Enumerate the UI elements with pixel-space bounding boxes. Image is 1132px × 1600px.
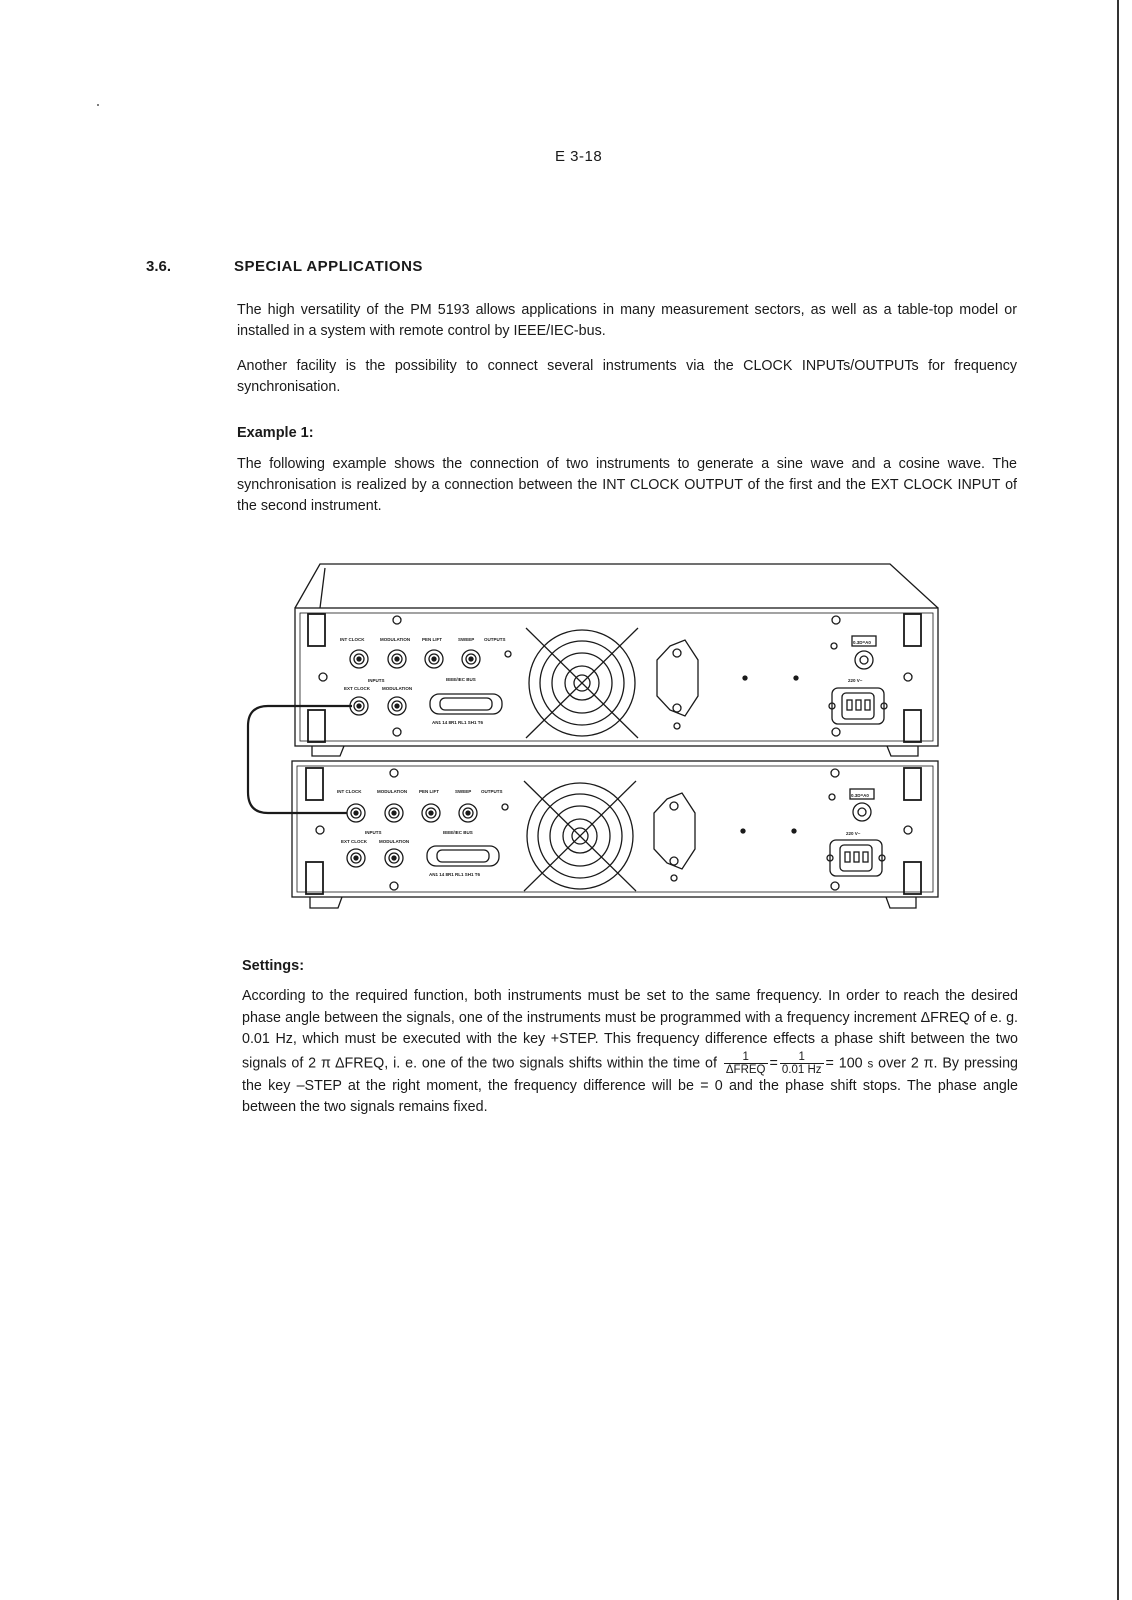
label-outputs-upper: OUTPUTS bbox=[484, 637, 506, 642]
page-number: E 3-18 bbox=[555, 148, 603, 165]
label-fuse-lower: 0.3D=A0 bbox=[851, 793, 869, 798]
label-ext-clock-upper: EXT CLOCK bbox=[344, 686, 371, 691]
label-fuse-upper: 0.3D=A0 bbox=[853, 640, 871, 645]
label-pen-lift-lower: PEN LIFT bbox=[419, 789, 439, 794]
label-ext-clock-lower: EXT CLOCK bbox=[341, 839, 368, 844]
upper-instrument bbox=[295, 564, 938, 756]
sync-paragraph: Another facility is the possibility to connect several instruments via the CLOCK INPUTs/OUTPUTs for frequency synchronisation. bbox=[237, 358, 1017, 395]
lower-instrument bbox=[292, 761, 938, 908]
label-address-upper: AN1 14 8R1 RL1 SH1 T6 bbox=[432, 720, 484, 725]
instrument-connection-figure bbox=[240, 556, 960, 926]
label-outputs-lower: OUTPUTS bbox=[481, 789, 503, 794]
settings-text-part2: over 2 π. By pressing the key –STEP at the right moment, the frequency difference will be = 0 and the phase shift stops. The phase angle between the two signals remains fixed. bbox=[242, 1054, 1018, 1115]
example-heading: Example 1: bbox=[237, 425, 314, 441]
intro-paragraph: The high versatility of the PM 5193 allows applications in many measurement sectors, as well as a table-top model or installed in a system with remote control by IEEE/IEC-bus. bbox=[237, 302, 1017, 339]
label-mains-lower: 220 V~ bbox=[846, 831, 861, 836]
label-inputs-lower: INPUTS bbox=[365, 830, 382, 835]
scan-speck bbox=[97, 104, 99, 106]
equals-100: = 100 bbox=[825, 1054, 863, 1071]
page-border-line bbox=[1117, 0, 1119, 1600]
label-mains-upper: 220 V~ bbox=[848, 678, 863, 683]
fraction-1-over-hz: $\frac{1}{0.01 Hz}$ bbox=[781, 1050, 822, 1076]
settings-heading: Settings: bbox=[242, 958, 305, 974]
label-modulation-in-lower: MODULATION bbox=[379, 839, 410, 844]
label-address-lower: AN1 14 8R1 RL1 SH1 T6 bbox=[429, 872, 481, 877]
label-int-clock-lower: INT CLOCK bbox=[337, 789, 362, 794]
label-modulation-in-upper: MODULATION bbox=[382, 686, 413, 691]
example-paragraph: The following example shows the connection of two instruments to generate a sine wave and a cosine wave. The synchronisation is realized by a connection between the INT CLOCK OUTPUT of the first and the EXT CLOCK INPUT of the second instrument. bbox=[237, 456, 1017, 514]
label-ieee-lower: IEEE/IEC BUS bbox=[443, 830, 473, 835]
settings-paragraph bbox=[242, 986, 1018, 1119]
section-title: SPECIAL APPLICATIONS bbox=[234, 258, 423, 275]
settings-text-part1: According to the required function, both instruments must be set to the same frequency. In order to reach the desired phase angle between the signals, one of the instruments must be programmed with a frequency increment ΔFREQ of e. g. 0.01 Hz, which must be executed with the key +STEP. This frequency difference effects a phase shift between the two signals of 2 π ΔFREQ, i. e. one of the two signals shifts within the time of bbox=[242, 988, 1018, 1071]
unit-seconds: s bbox=[867, 1057, 874, 1070]
label-ieee-upper: IEEE/IEC BUS bbox=[446, 677, 476, 682]
fraction-1-over-dfreq: $\frac{1}{\text{ΔFREQ}}$ bbox=[725, 1050, 766, 1076]
label-int-clock-upper: INT CLOCK bbox=[340, 637, 365, 642]
label-pen-lift-upper: PEN LIFT bbox=[422, 637, 442, 642]
label-modulation-lower: MODULATION bbox=[377, 789, 408, 794]
section-number: 3.6. bbox=[146, 258, 172, 275]
label-sweep-lower: SWEEP bbox=[455, 789, 472, 794]
label-sweep-upper: SWEEP bbox=[458, 637, 475, 642]
label-modulation-upper: MODULATION bbox=[380, 637, 411, 642]
equals-sign-1: = bbox=[769, 1054, 778, 1071]
label-inputs-upper: INPUTS bbox=[368, 678, 385, 683]
